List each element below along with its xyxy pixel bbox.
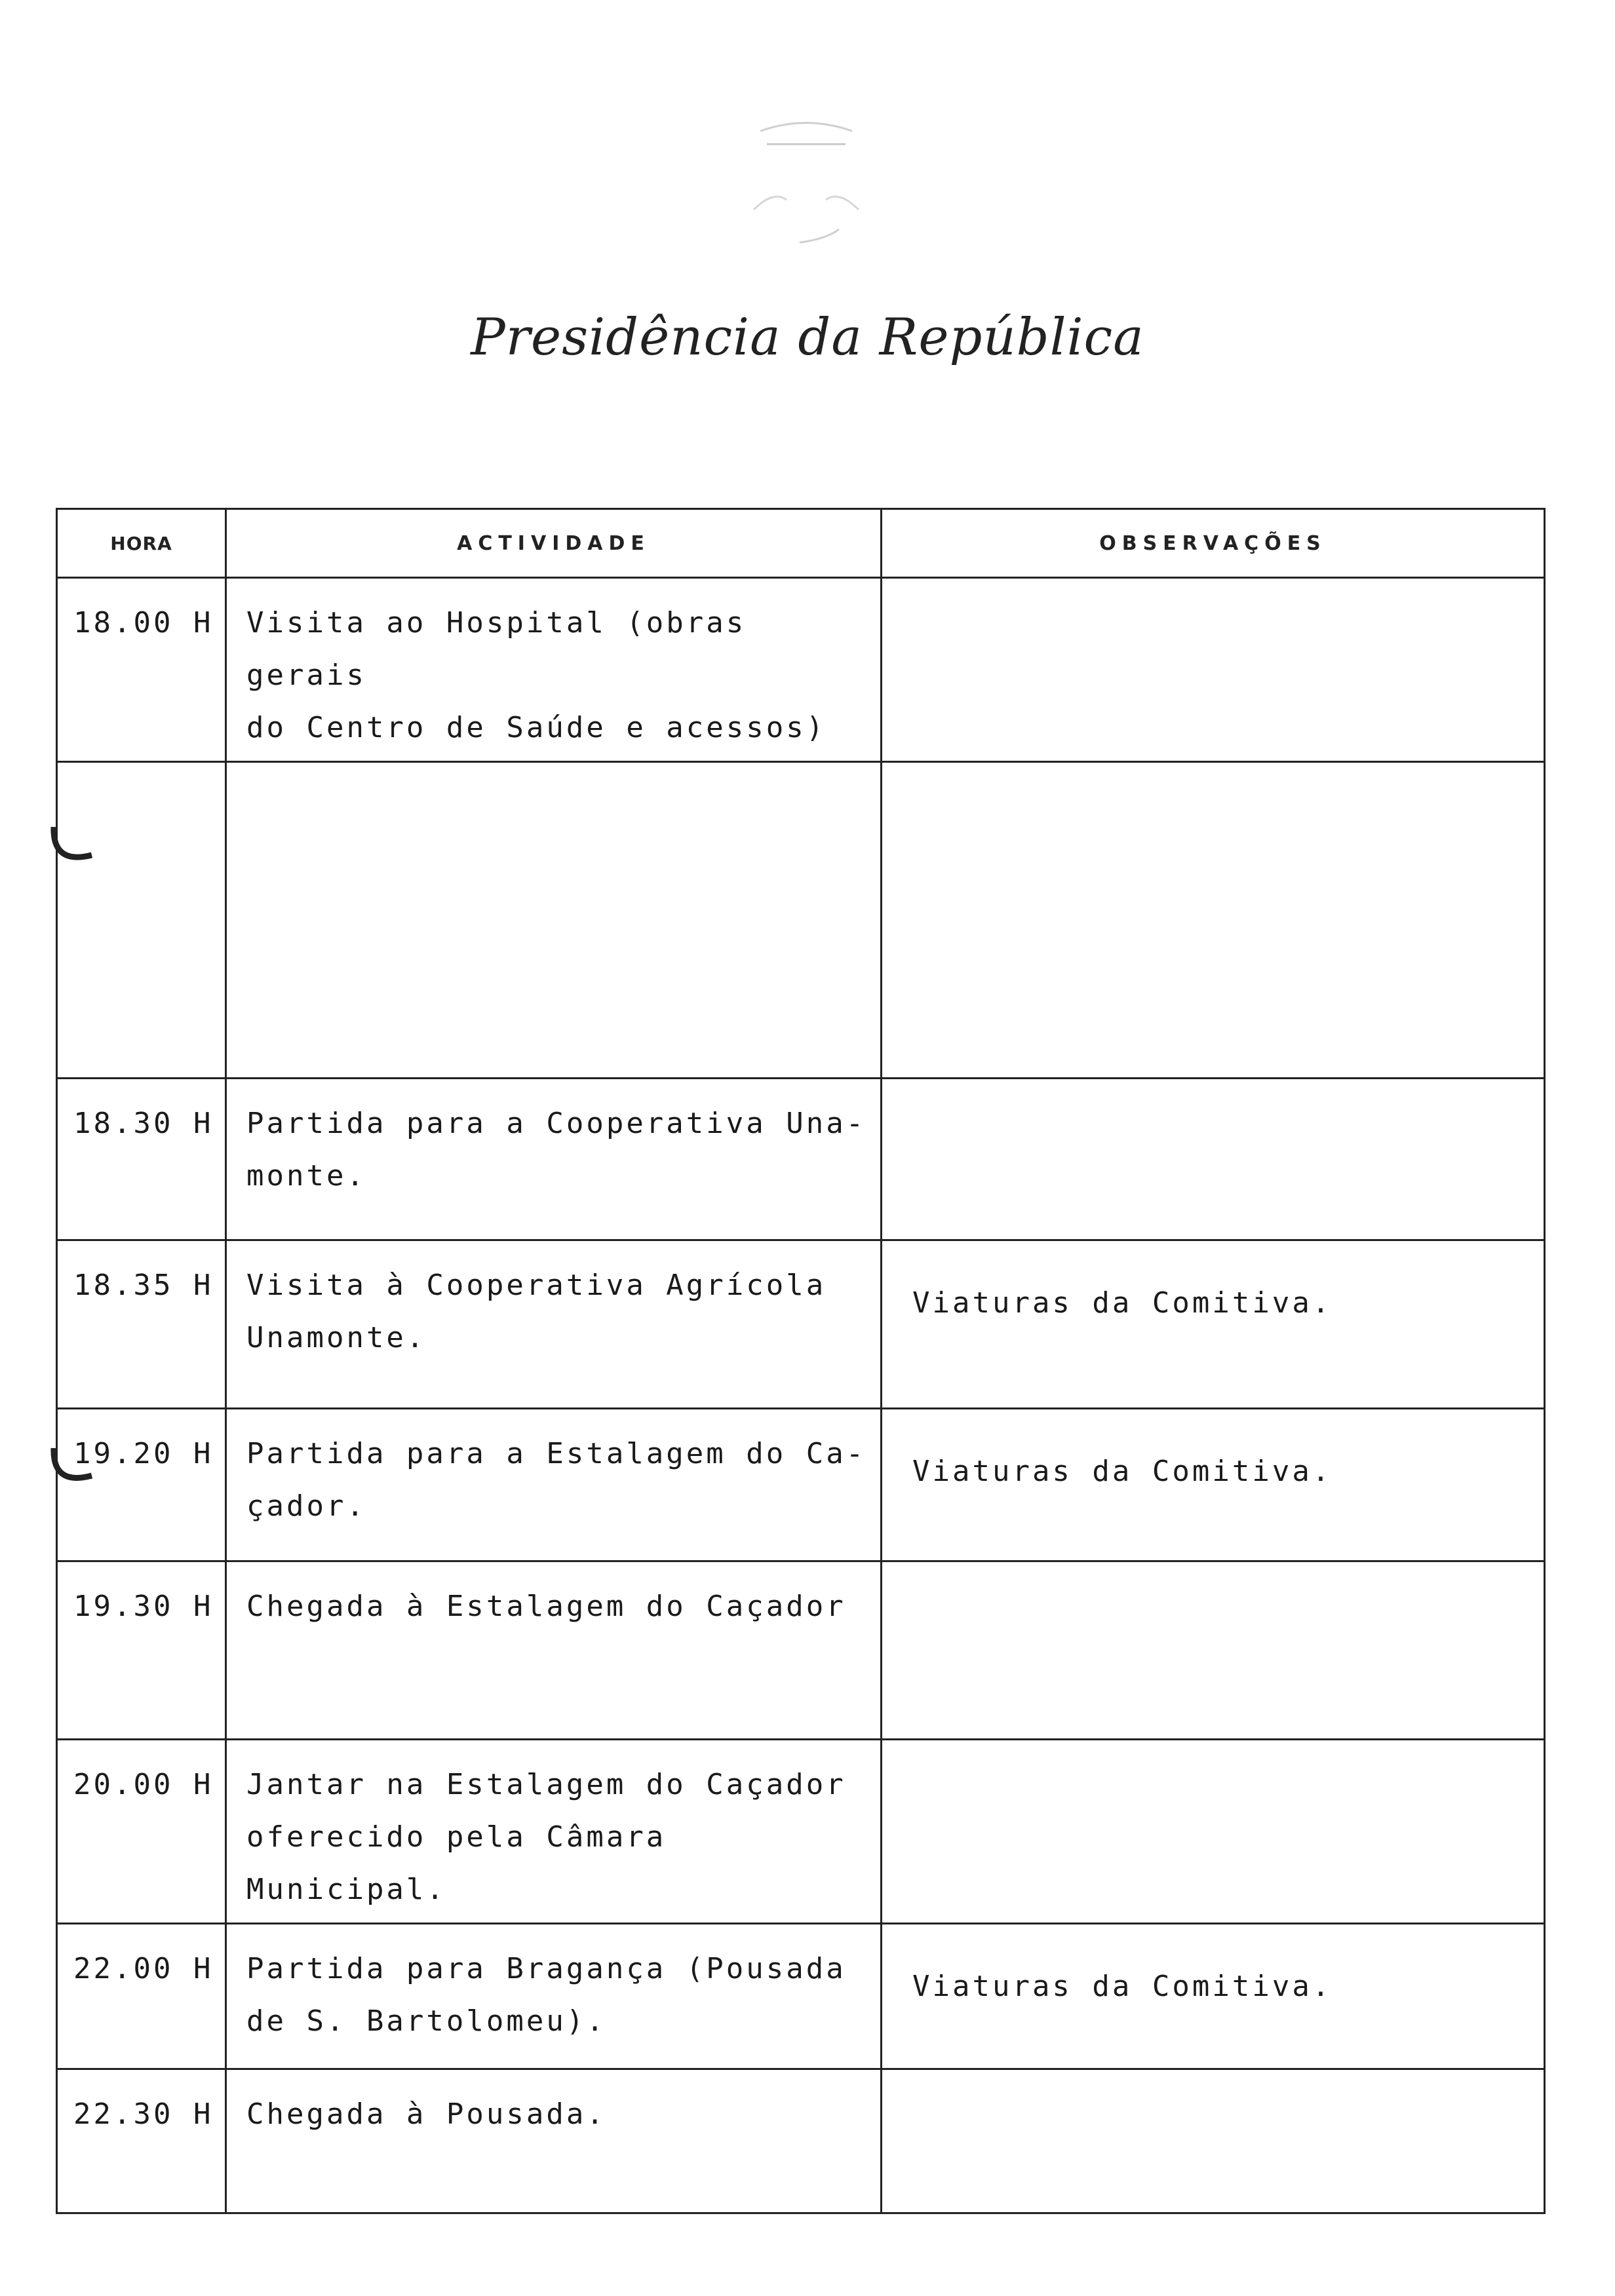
observacoes-cell: Viaturas da Comitiva. (882, 1924, 1545, 2069)
observacoes-cell (882, 2069, 1545, 2213)
table-header-row (57, 509, 1545, 578)
hora-cell (57, 762, 226, 1079)
actividade-cell: Chegada à Estalagem do Caçador (226, 1561, 882, 1740)
hora-cell: 22.30 H (57, 2069, 226, 2213)
hora-cell: 19.20 H (57, 1409, 226, 1561)
observacoes-cell (882, 762, 1545, 1079)
table-row (57, 1409, 1545, 1561)
actividade-cell: Jantar na Estalagem do Caçador oferecido pela Câmara Municipal. (226, 1740, 882, 1924)
table-row (57, 578, 1545, 762)
observacoes-cell (882, 578, 1545, 762)
hora-cell: 18.35 H (57, 1240, 226, 1409)
observacoes-cell (882, 1740, 1545, 1924)
actividade-cell (226, 762, 882, 1079)
hora-cell: 18.30 H (57, 1079, 226, 1240)
table-row (57, 1924, 1545, 2069)
letterhead-title: Presidência da República (471, 308, 1144, 367)
observacoes-cell (882, 1561, 1545, 1740)
table-row (57, 762, 1545, 1079)
actividade-cell: Visita à Cooperativa Agrícola Unamonte. (226, 1240, 882, 1409)
observacoes-cell: Viaturas da Comitiva. (882, 1409, 1545, 1561)
table-row (57, 2069, 1545, 2213)
header-observacoes: OBSERVAÇÕES (882, 509, 1545, 578)
actividade-cell: Partida para a Cooperativa Una- monte. (226, 1079, 882, 1240)
actividade-cell: Visita ao Hospital (obras gerais do Centro de Saúde e acessos) (226, 578, 882, 762)
hora-cell: 20.00 H (57, 1740, 226, 1924)
observacoes-cell (882, 1079, 1545, 1240)
hora-cell: 18.00 H (57, 578, 226, 762)
header-hora: HORA (57, 509, 226, 578)
table-row (57, 1079, 1545, 1240)
table-row (57, 1240, 1545, 1409)
emblem-icon (734, 111, 878, 262)
actividade-cell: Chegada à Pousada. (226, 2069, 882, 2213)
schedule-table (56, 508, 1546, 2214)
table-row (57, 1740, 1545, 1924)
header-actividade: ACTIVIDADE (226, 509, 882, 578)
hora-cell: 19.30 H (57, 1561, 226, 1740)
actividade-cell: Partida para Bragança (Pousada de S. Bartolomeu). (226, 1924, 882, 2069)
table-row (57, 1561, 1545, 1740)
actividade-cell: Partida para a Estalagem do Ca- çador. (226, 1409, 882, 1561)
observacoes-cell: Viaturas da Comitiva. (882, 1240, 1545, 1409)
hora-cell: 22.00 H (57, 1924, 226, 2069)
